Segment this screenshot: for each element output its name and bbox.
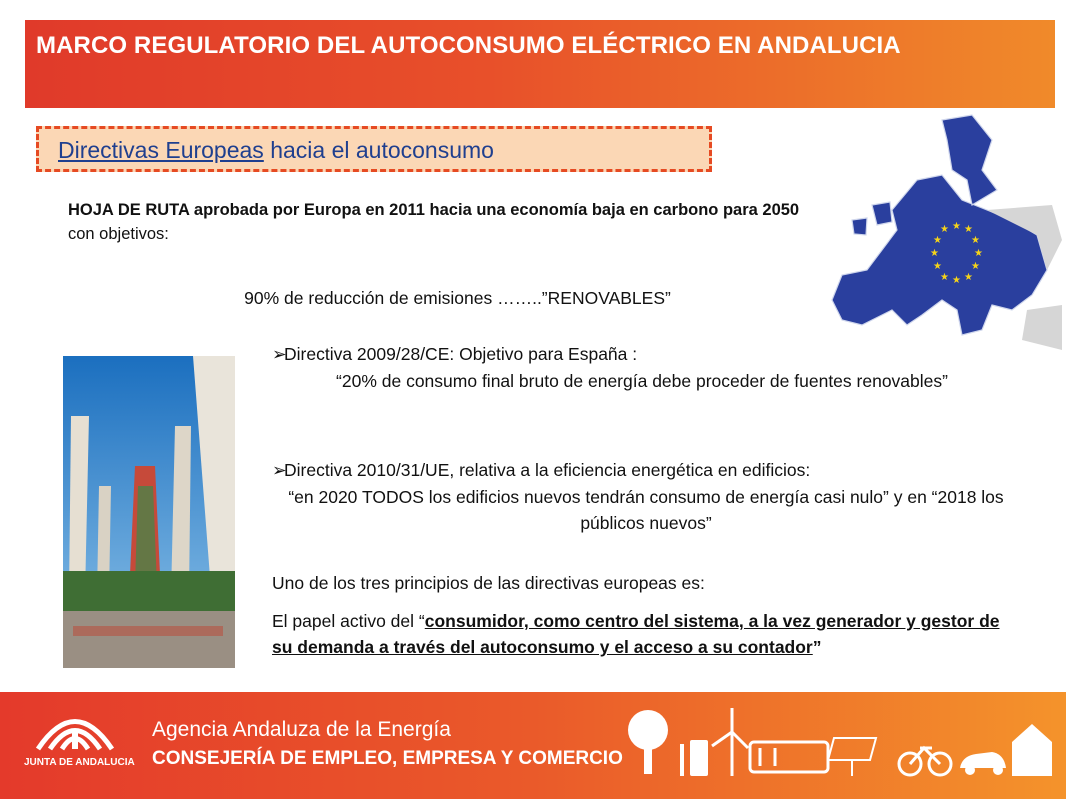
svg-text:★: ★ — [940, 272, 949, 283]
house-icon — [1012, 724, 1052, 776]
svg-text:★: ★ — [952, 275, 961, 286]
hoja-de-ruta-bold: HOJA DE RUTA aprobada por Europa en 2011 hacia una economía baja en carbono para 2050 — [68, 201, 800, 219]
solar-towers-photo — [63, 356, 235, 668]
hoja-de-ruta-rest: con objetivos: — [68, 225, 169, 243]
papel-close: ” — [812, 637, 822, 657]
directiva-1-item — [272, 342, 637, 366]
svg-text:★: ★ — [971, 235, 980, 246]
papel-activo-paragraph — [272, 608, 1024, 660]
directiva-2-quote: “en 2020 TODOS los edificios nuevos tendrán consumo de energía casi nulo” y en “2018 los públicos nuevos” — [288, 487, 1004, 533]
svg-text:★: ★ — [974, 248, 983, 259]
papel-strong: consumidor, como centro del sistema, a la vez generador y gestor de su demanda a través del autoconsumo y el acceso a su contador — [272, 611, 1000, 657]
directiva-2-item — [272, 458, 810, 482]
svg-text:★: ★ — [971, 261, 980, 272]
subtitle-rest: hacia el autoconsumo — [263, 137, 494, 163]
arrow-bullet-icon: ➢ — [272, 344, 287, 364]
junta-label: JUNTA DE ANDALUCIA — [24, 757, 135, 768]
arrow-bullet-icon: ➢ — [272, 460, 287, 480]
car-icon — [960, 752, 1006, 775]
bus-icon — [750, 742, 828, 772]
subtitle-underlined: Directivas Europeas — [58, 137, 264, 163]
directiva-1-quote: “20% de consumo final bruto de energía debe proceder de fuentes renovables” — [336, 371, 948, 391]
svg-text:★: ★ — [964, 272, 973, 283]
subtitle — [58, 137, 494, 164]
agency-name: Agencia Andaluza de la Energía — [152, 718, 451, 741]
energy-icons-strip — [620, 702, 1056, 786]
trees-shape — [63, 571, 235, 611]
svg-text:★: ★ — [933, 235, 942, 246]
svg-text:★: ★ — [964, 224, 973, 235]
principios-text: Uno de los tres principios de las directivas europeas es: — [272, 573, 705, 593]
eu-map-image — [822, 110, 1066, 360]
ministry-name: CONSEJERÍA DE EMPLEO, EMPRESA Y COMERCIO — [152, 748, 623, 769]
svg-text:★: ★ — [940, 224, 949, 235]
papel-intro: El papel activo del “ — [272, 611, 425, 631]
wind-turbine-icon — [712, 708, 748, 776]
tree-icon — [628, 710, 668, 774]
directiva-1-title: Directiva 2009/28/CE: Objetivo para España : — [284, 344, 638, 364]
fuel-pump-icon — [680, 740, 708, 776]
ground-shape — [63, 611, 235, 668]
path-shape — [73, 626, 223, 636]
svg-text:★: ★ — [930, 248, 939, 259]
svg-text:★: ★ — [933, 261, 942, 272]
solar-panel-icon — [828, 738, 876, 776]
junta-de-andalucia-logo — [30, 704, 120, 754]
slide-title: MARCO REGULATORIO DEL AUTOCONSUMO ELÉCTRICO EN ANDALUCIA — [36, 32, 901, 59]
emissions-reduction-text: 90% de reducción de emisiones ……..”RENOVABLES” — [244, 288, 671, 308]
hoja-de-ruta-paragraph — [68, 198, 828, 246]
svg-text:★: ★ — [952, 221, 961, 232]
bicycle-icon — [899, 748, 951, 775]
directiva-2-title: Directiva 2010/31/UE, relativa a la eficiencia energética en edificios: — [284, 460, 811, 480]
